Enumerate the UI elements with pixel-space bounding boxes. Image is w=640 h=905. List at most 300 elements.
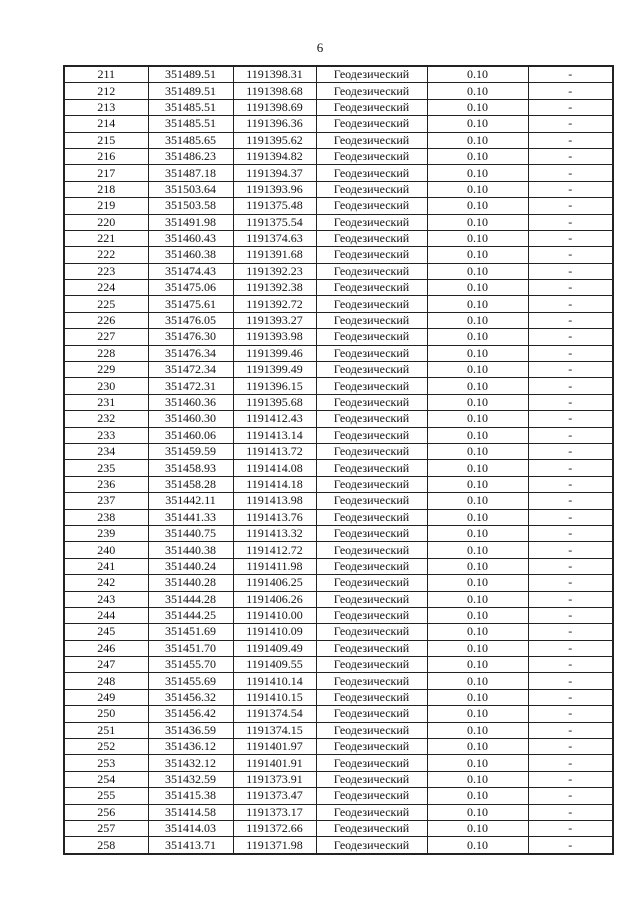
- accuracy-cell: 0.10: [427, 329, 528, 345]
- table-row: [64, 525, 613, 541]
- y-coordinate-cell: 1191410.09: [233, 624, 316, 640]
- point-number-cell: 225: [64, 296, 148, 312]
- description-cell: -: [528, 575, 613, 591]
- point-number-cell: 242: [64, 575, 148, 591]
- method-cell: Геодезический: [316, 509, 427, 525]
- accuracy-cell: 0.10: [427, 771, 528, 787]
- accuracy-cell: 0.10: [427, 132, 528, 148]
- y-coordinate-cell: 1191375.54: [233, 214, 316, 230]
- y-coordinate-cell: 1191413.32: [233, 525, 316, 541]
- method-cell: Геодезический: [316, 427, 427, 443]
- method-cell: Геодезический: [316, 591, 427, 607]
- accuracy-cell: 0.10: [427, 476, 528, 492]
- method-cell: Геодезический: [316, 771, 427, 787]
- accuracy-cell: 0.10: [427, 804, 528, 820]
- accuracy-cell: 0.10: [427, 673, 528, 689]
- method-cell: Геодезический: [316, 148, 427, 164]
- table-row: [64, 493, 613, 509]
- method-cell: Геодезический: [316, 542, 427, 558]
- y-coordinate-cell: 1191373.91: [233, 771, 316, 787]
- x-coordinate-cell: 351475.61: [148, 296, 233, 312]
- method-cell: Геодезический: [316, 722, 427, 738]
- x-coordinate-cell: 351440.24: [148, 558, 233, 574]
- point-number-cell: 218: [64, 181, 148, 197]
- table-row: [64, 837, 613, 854]
- point-number-cell: 232: [64, 411, 148, 427]
- y-coordinate-cell: 1191409.49: [233, 640, 316, 656]
- accuracy-cell: 0.10: [427, 427, 528, 443]
- x-coordinate-cell: 351414.58: [148, 804, 233, 820]
- accuracy-cell: 0.10: [427, 739, 528, 755]
- table-row: [64, 755, 613, 771]
- table-row: [64, 443, 613, 459]
- method-cell: Геодезический: [316, 607, 427, 623]
- point-number-cell: 221: [64, 230, 148, 246]
- point-number-cell: 252: [64, 739, 148, 755]
- table-row: [64, 722, 613, 738]
- accuracy-cell: 0.10: [427, 296, 528, 312]
- description-cell: -: [528, 329, 613, 345]
- description-cell: -: [528, 116, 613, 132]
- point-number-cell: 258: [64, 837, 148, 854]
- accuracy-cell: 0.10: [427, 558, 528, 574]
- point-number-cell: 220: [64, 214, 148, 230]
- method-cell: Геодезический: [316, 706, 427, 722]
- table-row: [64, 247, 613, 263]
- accuracy-cell: 0.10: [427, 607, 528, 623]
- description-cell: -: [528, 788, 613, 804]
- method-cell: Геодезический: [316, 280, 427, 296]
- description-cell: -: [528, 296, 613, 312]
- x-coordinate-cell: 351455.69: [148, 673, 233, 689]
- point-number-cell: 239: [64, 525, 148, 541]
- description-cell: -: [528, 525, 613, 541]
- y-coordinate-cell: 1191414.18: [233, 476, 316, 492]
- y-coordinate-cell: 1191392.72: [233, 296, 316, 312]
- accuracy-cell: 0.10: [427, 493, 528, 509]
- description-cell: -: [528, 837, 613, 854]
- y-coordinate-cell: 1191391.68: [233, 247, 316, 263]
- method-cell: Геодезический: [316, 394, 427, 410]
- method-cell: Геодезический: [316, 66, 427, 83]
- point-number-cell: 212: [64, 83, 148, 99]
- point-number-cell: 244: [64, 607, 148, 623]
- accuracy-cell: 0.10: [427, 247, 528, 263]
- point-number-cell: 217: [64, 165, 148, 181]
- accuracy-cell: 0.10: [427, 214, 528, 230]
- table-row: [64, 345, 613, 361]
- point-number-cell: 250: [64, 706, 148, 722]
- y-coordinate-cell: 1191399.49: [233, 362, 316, 378]
- table-row: [64, 165, 613, 181]
- point-number-cell: 240: [64, 542, 148, 558]
- table-row: [64, 509, 613, 525]
- point-number-cell: 213: [64, 99, 148, 115]
- description-cell: -: [528, 804, 613, 820]
- table-row: [64, 329, 613, 345]
- method-cell: Геодезический: [316, 165, 427, 181]
- x-coordinate-cell: 351444.25: [148, 607, 233, 623]
- description-cell: -: [528, 394, 613, 410]
- description-cell: -: [528, 312, 613, 328]
- table-row: [64, 83, 613, 99]
- x-coordinate-cell: 351460.30: [148, 411, 233, 427]
- method-cell: Геодезический: [316, 476, 427, 492]
- accuracy-cell: 0.10: [427, 460, 528, 476]
- page-number: 6: [316, 40, 324, 55]
- table-row: [64, 230, 613, 246]
- accuracy-cell: 0.10: [427, 83, 528, 99]
- x-coordinate-cell: 351451.70: [148, 640, 233, 656]
- x-coordinate-cell: 351442.11: [148, 493, 233, 509]
- point-number-cell: 235: [64, 460, 148, 476]
- table-row: [64, 820, 613, 836]
- method-cell: Геодезический: [316, 673, 427, 689]
- method-cell: Геодезический: [316, 624, 427, 640]
- y-coordinate-cell: 1191410.15: [233, 689, 316, 705]
- method-cell: Геодезический: [316, 230, 427, 246]
- x-coordinate-cell: 351440.75: [148, 525, 233, 541]
- description-cell: -: [528, 230, 613, 246]
- description-cell: -: [528, 443, 613, 459]
- point-number-cell: 229: [64, 362, 148, 378]
- x-coordinate-cell: 351451.69: [148, 624, 233, 640]
- point-number-cell: 224: [64, 280, 148, 296]
- y-coordinate-cell: 1191413.76: [233, 509, 316, 525]
- table-row: [64, 411, 613, 427]
- method-cell: Геодезический: [316, 362, 427, 378]
- y-coordinate-cell: 1191375.48: [233, 198, 316, 214]
- accuracy-cell: 0.10: [427, 575, 528, 591]
- x-coordinate-cell: 351460.38: [148, 247, 233, 263]
- x-coordinate-cell: 351503.64: [148, 181, 233, 197]
- point-number-cell: 214: [64, 116, 148, 132]
- x-coordinate-cell: 351475.06: [148, 280, 233, 296]
- x-coordinate-cell: 351489.51: [148, 83, 233, 99]
- point-number-cell: 251: [64, 722, 148, 738]
- description-cell: -: [528, 591, 613, 607]
- y-coordinate-cell: 1191406.25: [233, 575, 316, 591]
- x-coordinate-cell: 351476.05: [148, 312, 233, 328]
- point-number-cell: 255: [64, 788, 148, 804]
- description-cell: -: [528, 558, 613, 574]
- point-number-cell: 211: [64, 66, 148, 83]
- y-coordinate-cell: 1191373.17: [233, 804, 316, 820]
- y-coordinate-cell: 1191374.63: [233, 230, 316, 246]
- description-cell: -: [528, 640, 613, 656]
- y-coordinate-cell: 1191398.69: [233, 99, 316, 115]
- y-coordinate-cell: 1191373.47: [233, 788, 316, 804]
- accuracy-cell: 0.10: [427, 263, 528, 279]
- y-coordinate-cell: 1191398.68: [233, 83, 316, 99]
- x-coordinate-cell: 351472.31: [148, 378, 233, 394]
- x-coordinate-cell: 351436.12: [148, 739, 233, 755]
- y-coordinate-cell: 1191396.36: [233, 116, 316, 132]
- x-coordinate-cell: 351474.43: [148, 263, 233, 279]
- table-row: [64, 689, 613, 705]
- method-cell: Геодезический: [316, 755, 427, 771]
- y-coordinate-cell: 1191393.27: [233, 312, 316, 328]
- table-row: [64, 214, 613, 230]
- table-row: [64, 739, 613, 755]
- y-coordinate-cell: 1191409.55: [233, 657, 316, 673]
- accuracy-cell: 0.10: [427, 820, 528, 836]
- y-coordinate-cell: 1191410.14: [233, 673, 316, 689]
- x-coordinate-cell: 351460.36: [148, 394, 233, 410]
- description-cell: -: [528, 427, 613, 443]
- description-cell: -: [528, 624, 613, 640]
- description-cell: -: [528, 493, 613, 509]
- description-cell: -: [528, 755, 613, 771]
- point-number-cell: 237: [64, 493, 148, 509]
- accuracy-cell: 0.10: [427, 345, 528, 361]
- point-number-cell: 256: [64, 804, 148, 820]
- x-coordinate-cell: 351455.70: [148, 657, 233, 673]
- x-coordinate-cell: 351441.33: [148, 509, 233, 525]
- method-cell: Геодезический: [316, 804, 427, 820]
- y-coordinate-cell: 1191396.15: [233, 378, 316, 394]
- method-cell: Геодезический: [316, 329, 427, 345]
- accuracy-cell: 0.10: [427, 722, 528, 738]
- description-cell: -: [528, 132, 613, 148]
- x-coordinate-cell: 351413.71: [148, 837, 233, 854]
- table-row: [64, 624, 613, 640]
- accuracy-cell: 0.10: [427, 542, 528, 558]
- description-cell: -: [528, 509, 613, 525]
- y-coordinate-cell: 1191374.15: [233, 722, 316, 738]
- method-cell: Геодезический: [316, 820, 427, 836]
- method-cell: Геодезический: [316, 689, 427, 705]
- accuracy-cell: 0.10: [427, 378, 528, 394]
- point-number-cell: 247: [64, 657, 148, 673]
- x-coordinate-cell: 351487.18: [148, 165, 233, 181]
- table-row: [64, 427, 613, 443]
- y-coordinate-cell: 1191401.97: [233, 739, 316, 755]
- table-row: [64, 771, 613, 787]
- method-cell: Геодезический: [316, 493, 427, 509]
- accuracy-cell: 0.10: [427, 689, 528, 705]
- y-coordinate-cell: 1191394.37: [233, 165, 316, 181]
- point-number-cell: 223: [64, 263, 148, 279]
- x-coordinate-cell: 351485.51: [148, 116, 233, 132]
- method-cell: Геодезический: [316, 640, 427, 656]
- point-number-cell: 248: [64, 673, 148, 689]
- description-cell: -: [528, 263, 613, 279]
- accuracy-cell: 0.10: [427, 788, 528, 804]
- method-cell: Геодезический: [316, 99, 427, 115]
- accuracy-cell: 0.10: [427, 165, 528, 181]
- point-number-cell: 222: [64, 247, 148, 263]
- table-row: [64, 263, 613, 279]
- method-cell: Геодезический: [316, 525, 427, 541]
- description-cell: -: [528, 739, 613, 755]
- description-cell: -: [528, 280, 613, 296]
- point-number-cell: 219: [64, 198, 148, 214]
- x-coordinate-cell: 351485.65: [148, 132, 233, 148]
- x-coordinate-cell: 351436.59: [148, 722, 233, 738]
- table-row: [64, 460, 613, 476]
- method-cell: Геодезический: [316, 657, 427, 673]
- x-coordinate-cell: 351440.28: [148, 575, 233, 591]
- method-cell: Геодезический: [316, 788, 427, 804]
- table-row: [64, 66, 613, 83]
- description-cell: -: [528, 689, 613, 705]
- point-number-cell: 241: [64, 558, 148, 574]
- y-coordinate-cell: 1191392.23: [233, 263, 316, 279]
- description-cell: -: [528, 66, 613, 83]
- method-cell: Геодезический: [316, 132, 427, 148]
- method-cell: Геодезический: [316, 312, 427, 328]
- description-cell: -: [528, 476, 613, 492]
- method-cell: Геодезический: [316, 345, 427, 361]
- table-row: [64, 657, 613, 673]
- point-number-cell: 249: [64, 689, 148, 705]
- y-coordinate-cell: 1191394.82: [233, 148, 316, 164]
- x-coordinate-cell: 351476.34: [148, 345, 233, 361]
- description-cell: -: [528, 460, 613, 476]
- x-coordinate-cell: 351415.38: [148, 788, 233, 804]
- y-coordinate-cell: 1191374.54: [233, 706, 316, 722]
- table-row: [64, 362, 613, 378]
- x-coordinate-cell: 351476.30: [148, 329, 233, 345]
- description-cell: -: [528, 362, 613, 378]
- point-number-cell: 230: [64, 378, 148, 394]
- y-coordinate-cell: 1191398.31: [233, 66, 316, 83]
- accuracy-cell: 0.10: [427, 280, 528, 296]
- coordinates-table-body: [64, 66, 613, 854]
- point-number-cell: 243: [64, 591, 148, 607]
- point-number-cell: 253: [64, 755, 148, 771]
- x-coordinate-cell: 351414.03: [148, 820, 233, 836]
- x-coordinate-cell: 351459.59: [148, 443, 233, 459]
- accuracy-cell: 0.10: [427, 624, 528, 640]
- table-row: [64, 558, 613, 574]
- y-coordinate-cell: 1191413.98: [233, 493, 316, 509]
- description-cell: -: [528, 722, 613, 738]
- accuracy-cell: 0.10: [427, 591, 528, 607]
- method-cell: Геодезический: [316, 263, 427, 279]
- method-cell: Геодезический: [316, 296, 427, 312]
- table-row: [64, 378, 613, 394]
- table-row: [64, 148, 613, 164]
- accuracy-cell: 0.10: [427, 66, 528, 83]
- description-cell: -: [528, 378, 613, 394]
- y-coordinate-cell: 1191412.72: [233, 542, 316, 558]
- method-cell: Геодезический: [316, 83, 427, 99]
- point-number-cell: 257: [64, 820, 148, 836]
- x-coordinate-cell: 351503.58: [148, 198, 233, 214]
- point-number-cell: 215: [64, 132, 148, 148]
- method-cell: Геодезический: [316, 378, 427, 394]
- point-number-cell: 216: [64, 148, 148, 164]
- description-cell: -: [528, 165, 613, 181]
- coordinates-table: [63, 65, 614, 855]
- x-coordinate-cell: 351485.51: [148, 99, 233, 115]
- table-row: [64, 804, 613, 820]
- table-row: [64, 116, 613, 132]
- point-number-cell: 234: [64, 443, 148, 459]
- method-cell: Геодезический: [316, 739, 427, 755]
- method-cell: Геодезический: [316, 116, 427, 132]
- accuracy-cell: 0.10: [427, 181, 528, 197]
- x-coordinate-cell: 351456.42: [148, 706, 233, 722]
- accuracy-cell: 0.10: [427, 312, 528, 328]
- x-coordinate-cell: 351460.43: [148, 230, 233, 246]
- accuracy-cell: 0.10: [427, 706, 528, 722]
- point-number-cell: 254: [64, 771, 148, 787]
- table-row: [64, 198, 613, 214]
- table-row: [64, 312, 613, 328]
- point-number-cell: 245: [64, 624, 148, 640]
- table-row: [64, 788, 613, 804]
- accuracy-cell: 0.10: [427, 509, 528, 525]
- description-cell: -: [528, 83, 613, 99]
- method-cell: Геодезический: [316, 411, 427, 427]
- y-coordinate-cell: 1191412.43: [233, 411, 316, 427]
- accuracy-cell: 0.10: [427, 443, 528, 459]
- x-coordinate-cell: 351458.93: [148, 460, 233, 476]
- point-number-cell: 238: [64, 509, 148, 525]
- table-row: [64, 607, 613, 623]
- table-row: [64, 181, 613, 197]
- description-cell: -: [528, 99, 613, 115]
- y-coordinate-cell: 1191401.91: [233, 755, 316, 771]
- y-coordinate-cell: 1191406.26: [233, 591, 316, 607]
- method-cell: Геодезический: [316, 181, 427, 197]
- point-number-cell: 231: [64, 394, 148, 410]
- point-number-cell: 233: [64, 427, 148, 443]
- method-cell: Геодезический: [316, 443, 427, 459]
- description-cell: -: [528, 673, 613, 689]
- accuracy-cell: 0.10: [427, 640, 528, 656]
- table-row: [64, 542, 613, 558]
- y-coordinate-cell: 1191413.14: [233, 427, 316, 443]
- accuracy-cell: 0.10: [427, 362, 528, 378]
- point-number-cell: 246: [64, 640, 148, 656]
- y-coordinate-cell: 1191393.96: [233, 181, 316, 197]
- method-cell: Геодезический: [316, 558, 427, 574]
- y-coordinate-cell: 1191399.46: [233, 345, 316, 361]
- accuracy-cell: 0.10: [427, 230, 528, 246]
- table-row: [64, 673, 613, 689]
- x-coordinate-cell: 351458.28: [148, 476, 233, 492]
- description-cell: -: [528, 657, 613, 673]
- point-number-cell: 228: [64, 345, 148, 361]
- x-coordinate-cell: 351486.23: [148, 148, 233, 164]
- accuracy-cell: 0.10: [427, 116, 528, 132]
- accuracy-cell: 0.10: [427, 148, 528, 164]
- accuracy-cell: 0.10: [427, 837, 528, 854]
- description-cell: -: [528, 706, 613, 722]
- accuracy-cell: 0.10: [427, 394, 528, 410]
- y-coordinate-cell: 1191411.98: [233, 558, 316, 574]
- x-coordinate-cell: 351456.32: [148, 689, 233, 705]
- x-coordinate-cell: 351440.38: [148, 542, 233, 558]
- y-coordinate-cell: 1191372.66: [233, 820, 316, 836]
- y-coordinate-cell: 1191413.72: [233, 443, 316, 459]
- method-cell: Геодезический: [316, 460, 427, 476]
- accuracy-cell: 0.10: [427, 411, 528, 427]
- accuracy-cell: 0.10: [427, 657, 528, 673]
- y-coordinate-cell: 1191395.68: [233, 394, 316, 410]
- point-number-cell: 227: [64, 329, 148, 345]
- method-cell: Геодезический: [316, 575, 427, 591]
- description-cell: -: [528, 198, 613, 214]
- table-row: [64, 575, 613, 591]
- x-coordinate-cell: 351460.06: [148, 427, 233, 443]
- table-row: [64, 394, 613, 410]
- description-cell: -: [528, 181, 613, 197]
